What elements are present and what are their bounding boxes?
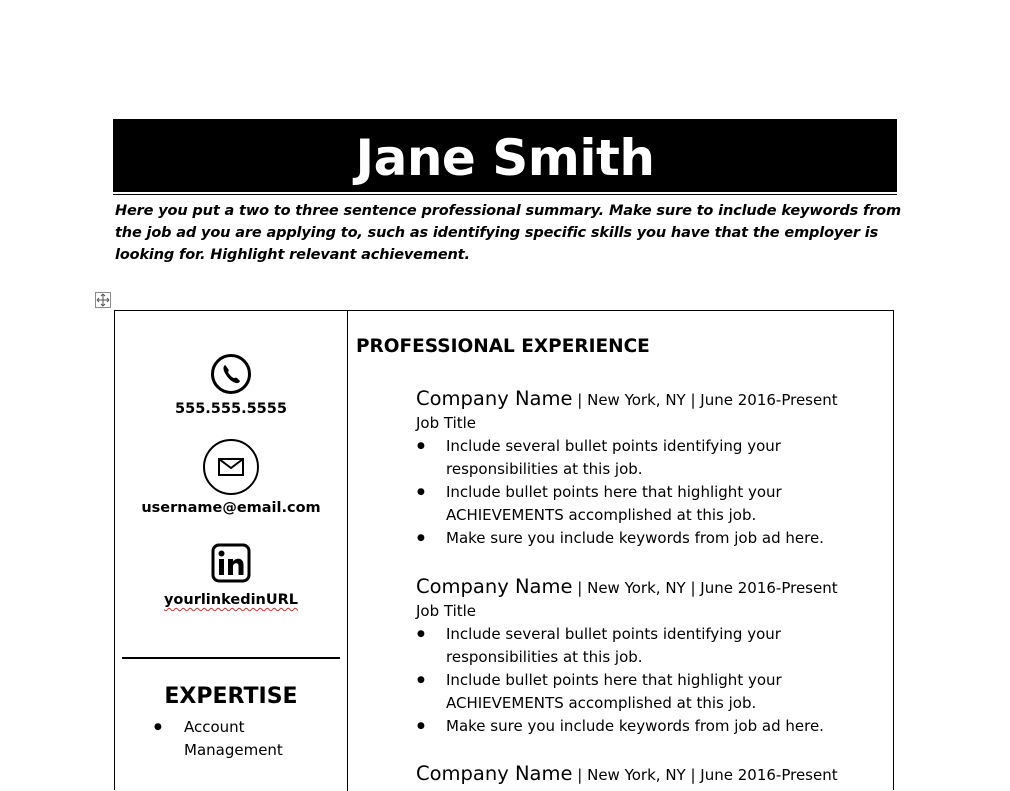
list-item: ● Include several bullet points identifying your responsibilities at this job.: [416, 623, 846, 669]
name-banner: [113, 119, 897, 192]
email-contact: [115, 438, 347, 518]
job-entry: [416, 387, 886, 550]
company-name: Company Name: [416, 575, 573, 598]
job-details: | New York, NY | June 2016-Present: [577, 766, 838, 784]
list-item: ● Include bullet points here that highlight your ACHIEVEMENTS accomplished at this job.: [416, 669, 846, 715]
table-move-handle-icon[interactable]: [95, 292, 111, 308]
job-entry: [416, 575, 886, 738]
expertise-heading: EXPERTISE: [164, 684, 298, 709]
job-title: Job Title: [416, 602, 477, 620]
phone-number: 555.555.5555: [175, 401, 287, 417]
expertise-item: ● Account Management: [152, 716, 314, 762]
company-name: Company Name: [416, 762, 573, 785]
linkedin-url: yourlinkedinURL: [163, 592, 299, 608]
phone-icon: [210, 353, 252, 395]
experience-heading: PROFESSIONAL EXPERIENCE: [356, 336, 650, 357]
list-item: ● Include several bullet points identifying your responsibilities at this job.: [416, 435, 846, 481]
section-divider: [122, 657, 340, 659]
job-bullets: [416, 435, 886, 550]
job-details: | New York, NY | June 2016-Present: [577, 579, 838, 597]
linkedin-contact: [115, 542, 347, 610]
list-item: ● Include bullet points here that highlight your ACHIEVEMENTS accomplished at this job.: [416, 481, 846, 527]
job-details: | New York, NY | June 2016-Present: [577, 391, 838, 409]
left-column: [115, 311, 347, 781]
professional-summary: Here you put a two to three sentence professional summary. Make sure to include keywords from the job ad you are applying to, such as identifying specific skills you have that the employer is looking for. Highlight relevant achievement.: [115, 203, 901, 263]
job-title: Job Title: [416, 414, 477, 432]
header-divider: [113, 194, 897, 195]
expertise-list: [152, 716, 314, 762]
linkedin-icon: [210, 542, 252, 584]
company-name: Company Name: [416, 387, 573, 410]
phone-contact: [115, 353, 347, 419]
email-address: username@email.com: [141, 500, 321, 516]
column-divider: [347, 311, 348, 791]
job-entry: [416, 762, 886, 787]
list-item: ● Make sure you include keywords from job ad here.: [416, 527, 846, 550]
job-bullets: [416, 623, 886, 738]
envelope-icon: [202, 438, 260, 496]
list-item: ● Make sure you include keywords from job ad here.: [416, 715, 846, 738]
candidate-name: Jane Smith: [355, 129, 655, 187]
